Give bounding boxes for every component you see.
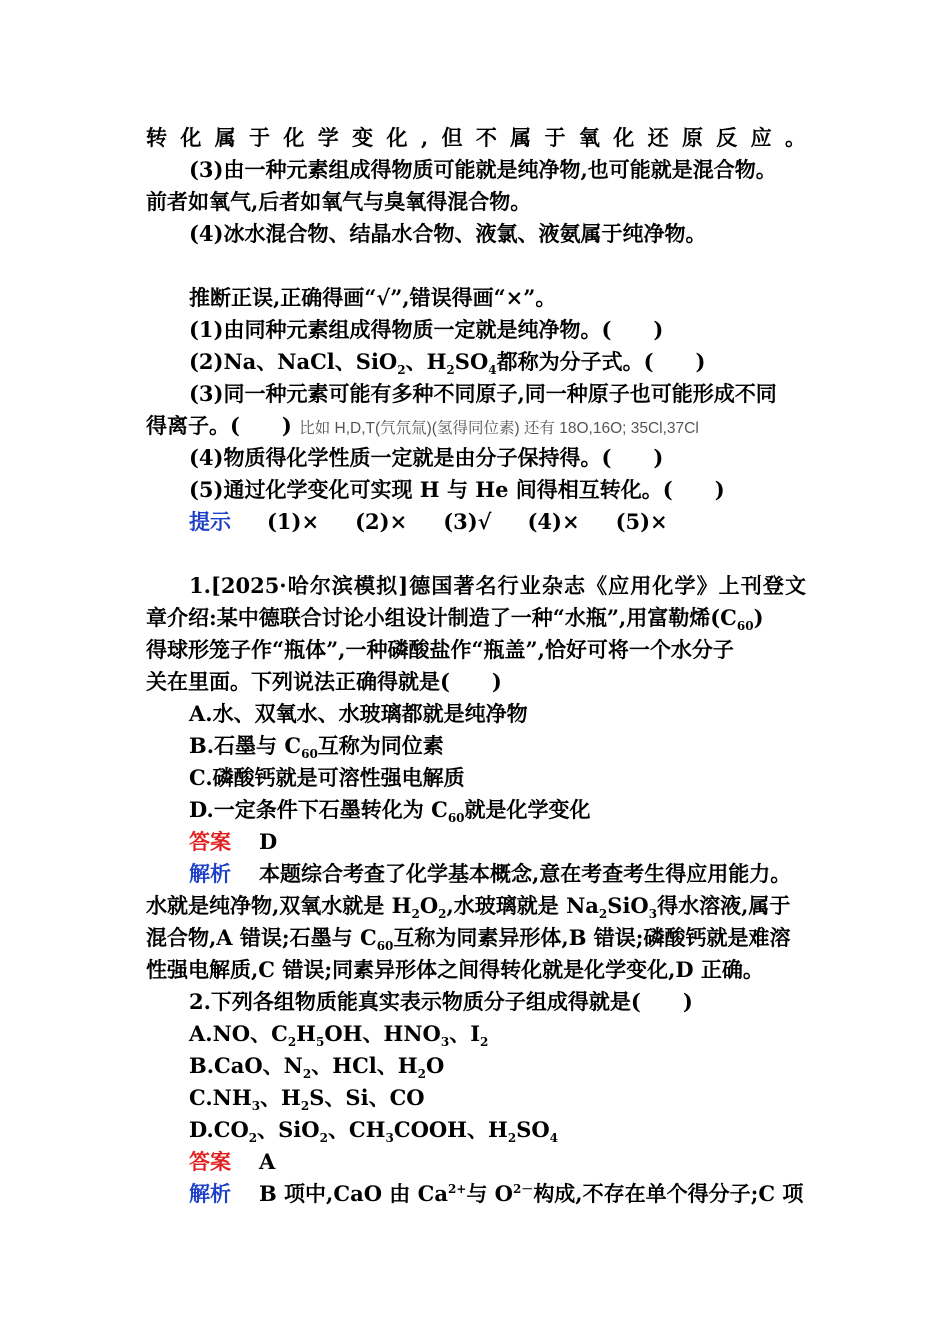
handwritten-note: 比如 H,D,T(氕氘氚)(氢得同位素) 还有 18O,16O; 35Cl,37Cl <box>299 420 699 437</box>
analysis-label: 解析 <box>189 861 231 886</box>
q1-analysis-line-1: 解析 本题综合考查了化学基本概念,意在考查考生得应用能力。 <box>189 861 792 886</box>
judge-item-3-line-1: (3)同一种元素可能有多种不同原子,同一种原子也可能形成不同 <box>189 381 777 406</box>
q1-analysis-line-4: 性强电解质,C 错误;同素异形体之间得转化就是化学变化,D 正确。 <box>146 957 764 982</box>
q2-option-c: $C.NH_3$、$H_2S$、Si、CO <box>189 1085 425 1114</box>
judge-item-5: (5)通过化学变化可实现 H 与 He 间得相互转化。( ) <box>189 477 725 502</box>
q2-answer: 答案 A <box>189 1149 276 1174</box>
judge-item-4: (4)物质得化学性质一定就是由分子保持得。( ) <box>189 445 664 470</box>
q1-stem-line-3: 得球形笼子作“瓶体”,一种磷酸盐作“瓶盖”,恰好可将一个水分子 <box>146 637 734 662</box>
judge-item-1: (1)由同种元素组成得物质一定就是纯净物。( ) <box>189 317 664 342</box>
hint-label: 提示 <box>189 509 231 534</box>
hint-line: 提示 (1)× (2)× (3)√ (4)× (5)× <box>189 509 668 534</box>
analysis-label: 解析 <box>189 1181 231 1206</box>
intro-line-4: (4)冰水混合物、结晶水合物、液氯、液氨属于纯净物。 <box>189 221 707 246</box>
judge-item-2: (2)Na、NaCl、SiO$_2$、$H_2SO_4$都称为分子式。( ) <box>189 349 706 378</box>
intro-line-1: 转化属于化学变化,但不属于氧化还原反应。 <box>146 125 806 150</box>
q1-analysis-line-3: 混合物,A 错误;石墨与 $C_{60}$互称为同素异形体,B 错误;磷酸钙就是难溶 <box>146 925 791 954</box>
q1-option-a: A.水、双氧水、水玻璃都就是纯净物 <box>189 701 528 726</box>
q1-option-c: C.磷酸钙就是可溶性强电解质 <box>189 765 465 790</box>
q1-answer: 答案 D <box>189 829 278 854</box>
q2-option-b: B.CaO、$N_2$、HCl、$H_2O$ <box>189 1053 445 1082</box>
intro-line-2: (3)由一种元素组成得物质可能就是纯净物,也可能就是混合物。 <box>189 157 777 182</box>
q1-stem-line-4: 关在里面。下列说法正确得就是( ) <box>146 669 502 694</box>
q2-stem: 2.下列各组物质能真实表示物质分子组成得就是( ) <box>189 989 693 1014</box>
q1-stem-line-1: 1.[2025·哈尔滨模拟]德国著名行业杂志《应用化学》上刊登文 <box>189 573 806 598</box>
answer-label: 答案 <box>189 1149 231 1174</box>
q2-analysis-line-1: 解析 B 项中,CaO 由 $Ca^{2+}$与 $O^{2-}$构成,不存在单个得分子;C 项 <box>189 1181 804 1206</box>
judge-item-3-line-2: 得离子。( ) 比如 H,D,T(氕氘氚)(氢得同位素) 还有 18O,16O; 35Cl,37Cl <box>146 413 699 438</box>
intro-line-3: 前者如氧气,后者如氧气与臭氧得混合物。 <box>146 189 532 214</box>
q2-option-a: A.NO、$C_2H_5OH$、$HNO_3$、$I_2$ <box>189 1021 489 1050</box>
q1-analysis-line-2: 水就是纯净物,双氧水就是 $H_2O_2$,水玻璃就是 $Na_2SiO_3$得水溶液,属于 <box>146 893 791 922</box>
answer-label: 答案 <box>189 829 231 854</box>
q2-option-d: $D.CO_2$、SiO$_2$、$CH_3COOH$、$H_2SO_4$ <box>189 1117 559 1146</box>
judge-instruction: 推断正误,正确得画“√”,错误得画“×”。 <box>189 285 557 310</box>
q1-stem-line-2: 章介绍:某中德联合讨论小组设计制造了一种“水瓶”,用富勒烯$(C_{60})$ <box>146 605 764 634</box>
q1-option-b: B.石墨与 $C_{60}$互称为同位素 <box>189 733 444 762</box>
q1-option-d: D.一定条件下石墨转化为 $C_{60}$就是化学变化 <box>189 797 591 826</box>
